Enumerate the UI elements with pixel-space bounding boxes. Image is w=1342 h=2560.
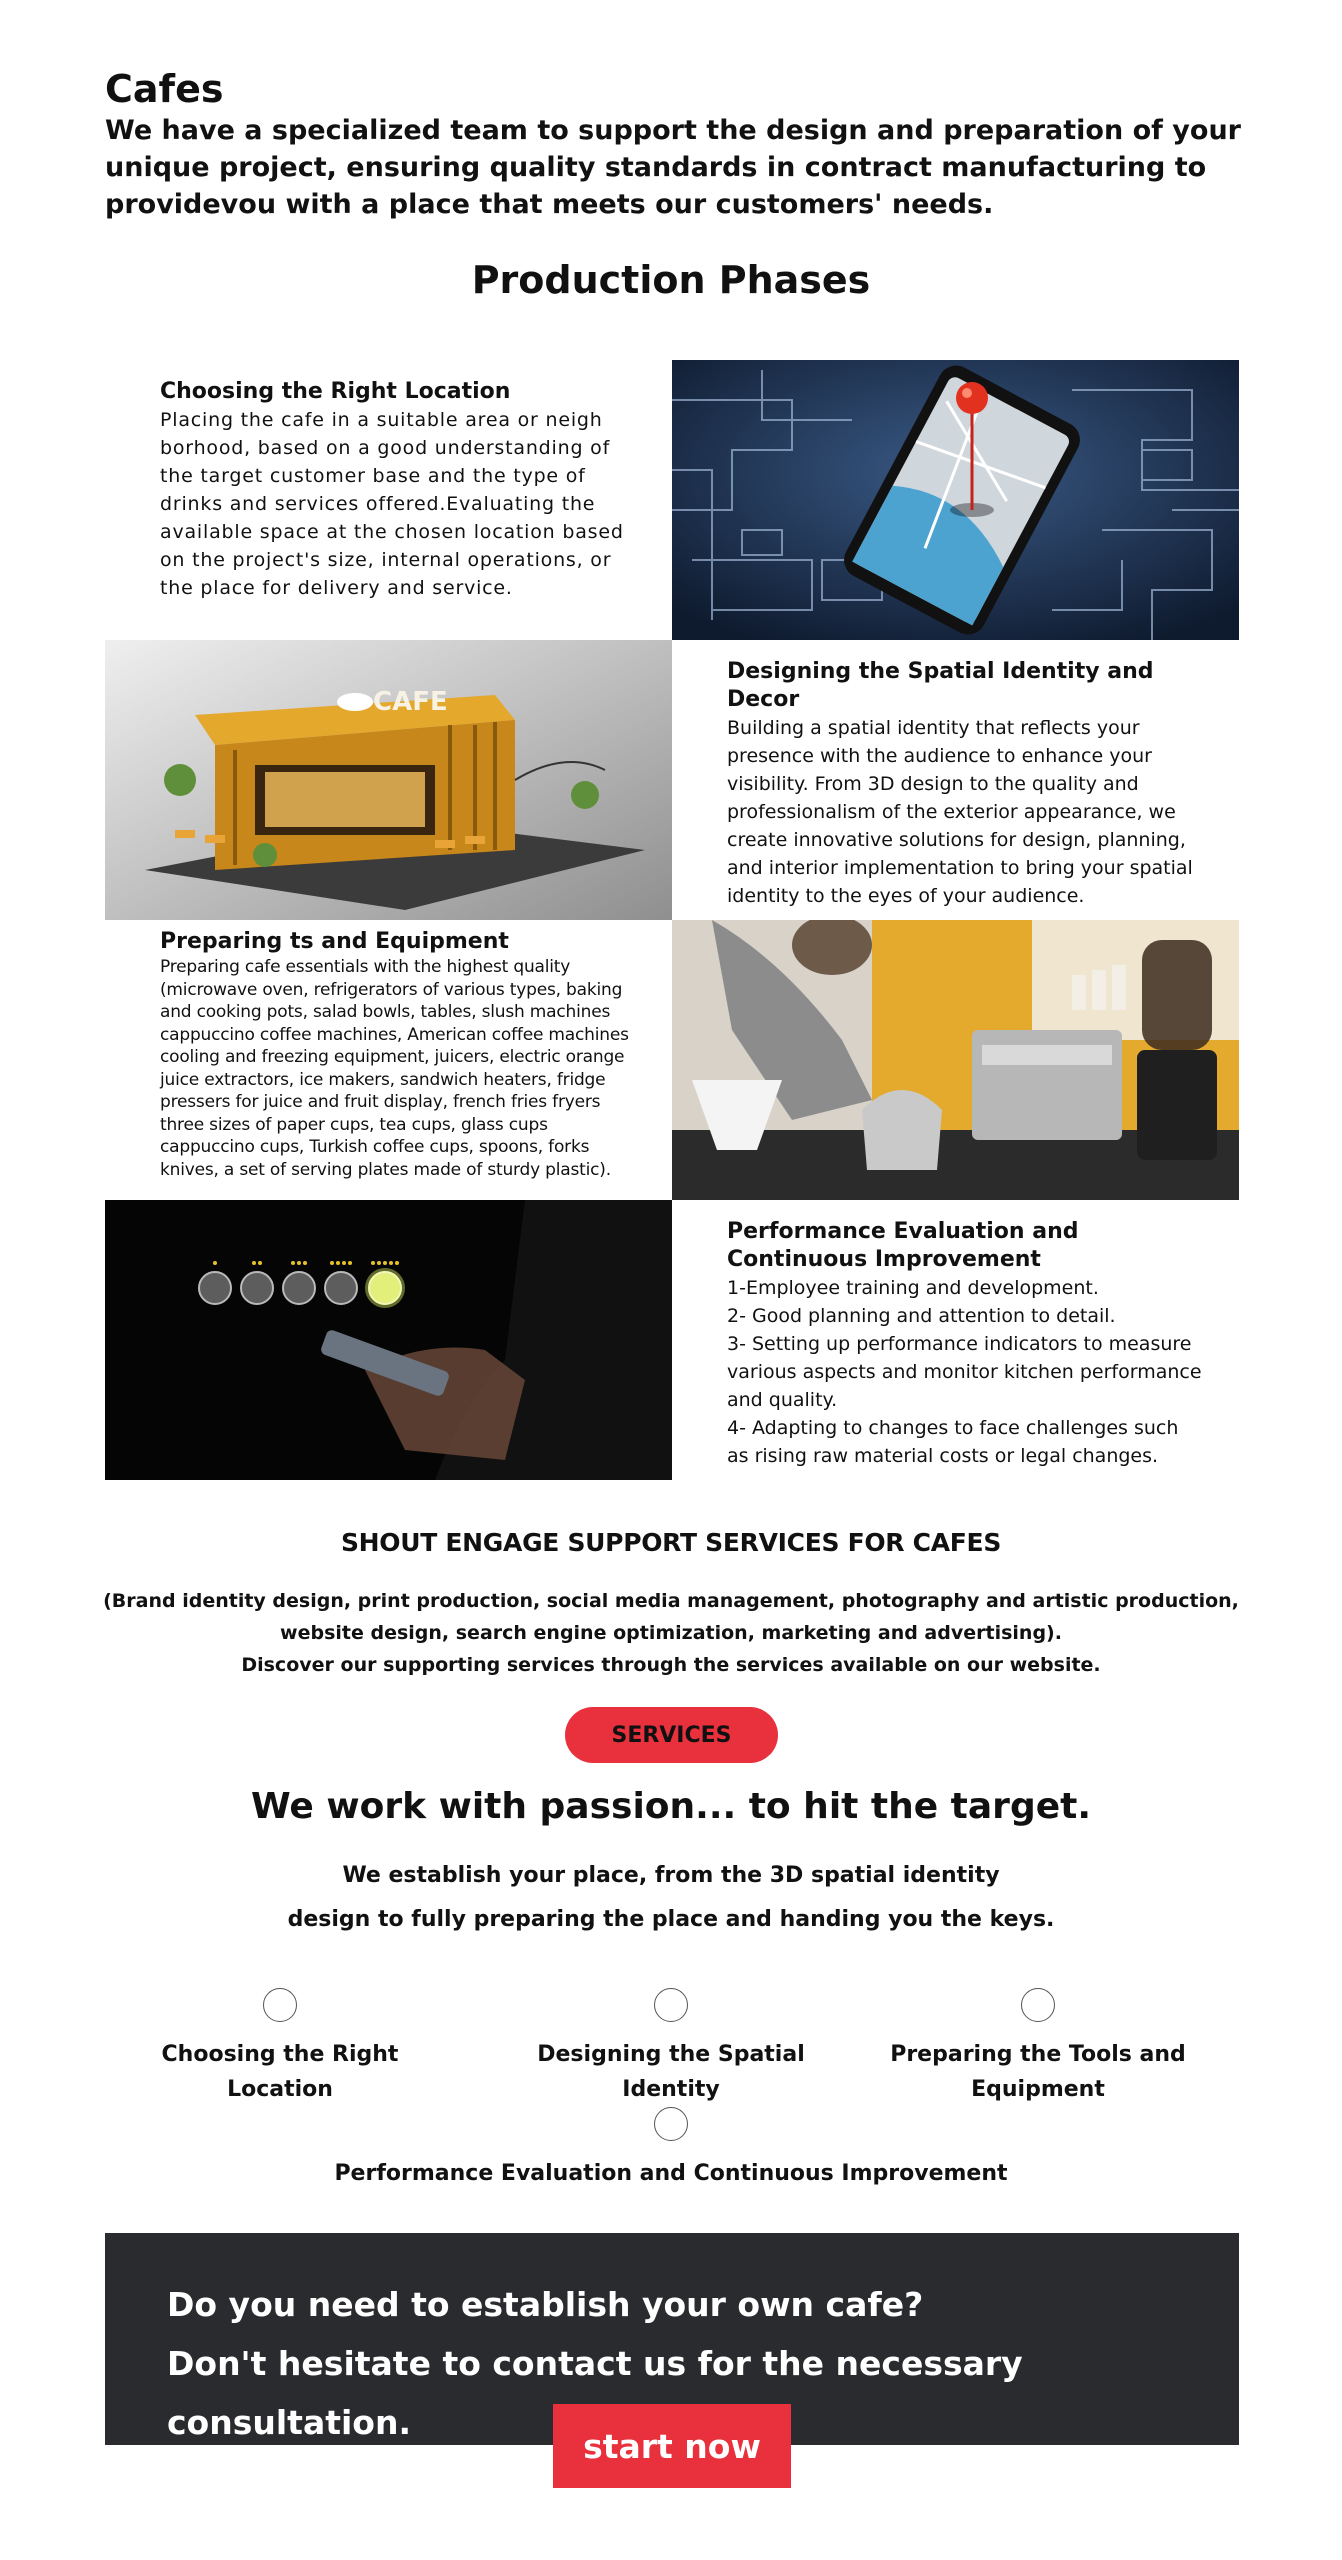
phase-row-2 <box>105 640 1239 920</box>
phase-row-1 <box>105 360 1239 640</box>
support-services-section <box>0 1528 1342 1681</box>
cafe-kiosk-image <box>105 640 672 920</box>
start-now-button[interactable]: start now <box>553 2404 791 2488</box>
cafe-sign: CAFE <box>373 687 448 717</box>
step-identity <box>496 1988 846 2107</box>
step-label: Performance Evaluation and Continuous Improvement <box>334 2161 1008 2186</box>
phases-grid <box>105 360 1239 1480</box>
cafe-kiosk-icon <box>105 640 672 920</box>
intro-section <box>105 66 1245 223</box>
phase-description: Placing the cafe in a suitable area or neigh borhood, based on a good understanding of the target customer base and the type of drinks and services offered.Evaluating the available space at the chosen location based on the project's size, internal operations, or the place for delivery and service. <box>160 409 624 599</box>
map-phone-pin-icon <box>672 360 1239 640</box>
phase-row-3 <box>105 920 1239 1200</box>
phases-title: Production Phases <box>471 258 871 302</box>
barista-coffee-machine-image <box>672 920 1239 1200</box>
phase-description: Building a spatial identity that reflects your presence with the audience to enhance your visibility. From 3D design to the quality and professionalism of the exterior appearance, we create innovative solutions for design, planning, and interior implementation to bring your spatial identity to the eyes of your audience. <box>727 717 1193 907</box>
contact-line-1: Do you need to establish your own cafe? <box>167 2285 924 2324</box>
passion-section <box>0 1782 1342 1942</box>
services-button[interactable]: SERVICES <box>565 1707 778 1763</box>
phase-heading: Designing the Spatial Identity and Decor <box>727 659 1154 712</box>
step-performance <box>271 2107 1071 2191</box>
phase-identity-text <box>672 640 1239 920</box>
phase-description: 1-Employee training and development. 2- Good planning and attention to detail. 3- Setting up performance indicators to measure various aspects and monitor kitchen performance and quality. 4- Adapting to changes to face challenges such as rising raw material costs or legal changes. <box>727 1277 1202 1467</box>
passion-title: We work with passion... to hit the target. <box>250 1786 1092 1827</box>
circle-icon <box>263 1988 297 2022</box>
step-label: Choosing the Right Location <box>161 2042 399 2102</box>
circle-icon <box>654 2107 688 2141</box>
rating-hand-phone-image <box>105 1200 672 1480</box>
step-location <box>105 1988 455 2107</box>
map-phone-pin-image <box>672 360 1239 640</box>
circle-icon <box>1021 1988 1055 2022</box>
step-label: Preparing the Tools and Equipment <box>890 2042 1186 2102</box>
phase-heading: Performance Evaluation and Continuous Improvement <box>727 1219 1079 1272</box>
phase-heading: Choosing the Right Location <box>160 379 511 404</box>
phase-description: Preparing cafe essentials with the highest quality (microwave oven, refrigerators of various types, baking and cooking pots, salad bowls, tables, slush machines cappuccino coffee machines, American coffee machines cooling and freezing equipment, juicers, electric orange juice extractors, ice makers, sandwich heaters, fridge pressers for juice and fruit display, french fries fryers three sizes of paper cups, tea cups, glass cups cappuccino cups, Turkish coffee cups, spoons, forks knives, a set of serving plates made of sturdy plastic). <box>160 957 629 1180</box>
step-label: Designing the Spatial Identity <box>537 2042 805 2102</box>
phase-equipment-text <box>105 920 672 1200</box>
support-services-title: SHOUT ENGAGE SUPPORT SERVICES FOR CAFES <box>340 1528 1002 1557</box>
phase-heading: Preparing ts and Equipment <box>160 929 509 954</box>
phase-location-text <box>105 360 672 640</box>
step-equipment <box>868 1988 1208 2107</box>
phase-row-4 <box>105 1200 1239 1480</box>
support-services-text: (Brand identity design, print production, social media management, photography and artistic production, website design, search engine optimization, marketing and advertising). Discover our supporting services through the services available on our website. <box>103 1590 1239 1676</box>
phase-performance-text <box>672 1200 1239 1480</box>
intro-text: We have a specialized team to support the design and preparation of your unique project, ensuring quality standards in contract manufacturing to providevou with a place that meets our customers' needs. <box>105 115 1241 220</box>
rating-hand-phone-icon <box>105 1200 672 1480</box>
contact-line-2: Don't hesitate to contact us for the necessary consultation. <box>167 2344 1023 2442</box>
passion-text: We establish your place, from the 3D spatial identity design to fully preparing the place and handing you the keys. <box>287 1863 1055 1932</box>
page-title: Cafes <box>105 67 224 111</box>
barista-coffee-machine-icon <box>672 920 1239 1200</box>
circle-icon <box>654 1988 688 2022</box>
